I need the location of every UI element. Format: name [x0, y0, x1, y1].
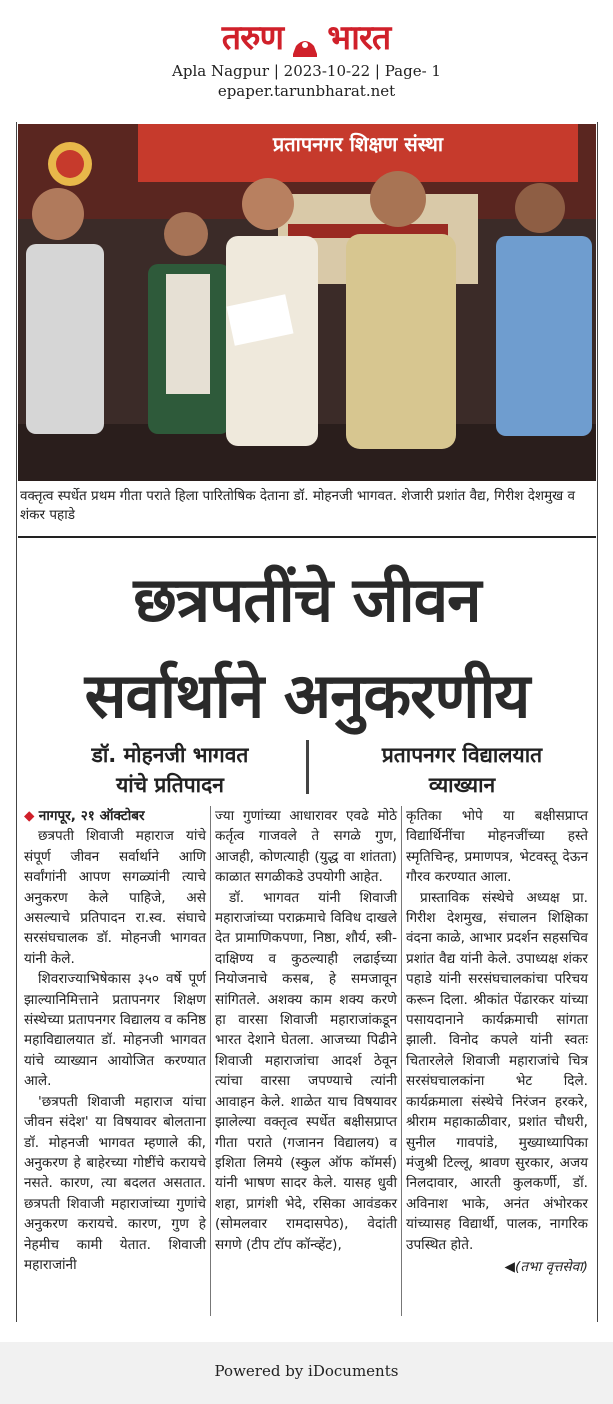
- banner-text: प्रतापनगर शिक्षण संस्था: [272, 132, 444, 156]
- credit-text: (तभा वृत्तसेवा): [515, 1258, 588, 1275]
- newspaper-logo[interactable]: [178, 16, 434, 60]
- subhead-right-line1: प्रतापनगर विद्यालयात: [381, 743, 543, 767]
- dateline: नागपूर, २१ ऑक्टोबर: [38, 808, 145, 824]
- subhead-left: [40, 740, 300, 800]
- subhead-left-line2: यांचे प्रतिपादन: [116, 773, 224, 797]
- event-photo-illustration: [18, 124, 596, 481]
- arrow-left-icon: ◀: [504, 1258, 516, 1275]
- edition-info: Apla Nagpur | 2023-10-22 | Page- 1: [172, 62, 441, 80]
- logo-seal-icon: [290, 32, 320, 58]
- paragraph: डॉ. भागवत यांनी शिवाजी महाराजांच्या पराक्रमाचे विविध दाखले देत प्रामाणिकपणा, निष्ठा, शौर्य, स्त्री-दाक्षिण्य व कुठल्याही लढाईच्या नियोजनाचे कसब, हे समजावून सांगितले. अशक्य काम शक्य करणे हा वारसा शिवाजी महाराजांकडून भारत देशाने घेतला. आजच्या पिढीने शिवाजी महाराजांचा आदर्श ठेवून त्यांचा वारसा जपण्याचे त्यांनी आवाहन केले. शाळेत याच विषयावर झालेल्या वक्तृत्व स्पर्धेत बक्षीसप्राप्त गीता पराते (गजानन विद्यालय) व इशिता लिमये (स्कुल ऑफ कॉमर्स) यांनी भाषण सादर केले. यासह धुवी शहा, प्रागंशी भेदे, रसिका आवंडकर (सोमलवार रामदासपेठ), वेदांती सगणे (टीप टॉप कॉन्व्हेंट),: [215, 889, 397, 1253]
- headline-line1: छत्रपतींचे जीवन: [133, 563, 481, 636]
- subhead-right: [332, 740, 592, 800]
- subhead-left-line1: डॉ. मोहनजी भागवत: [91, 743, 249, 767]
- logo-text-left: तरुण: [221, 18, 284, 58]
- subhead-divider: [306, 740, 309, 794]
- paragraph: ज्या गुणांच्या आधारावर एवढे मोठे कर्तृत्व गाजवले ते सगळे गुण, आजही, कोणत्याही (युद्ध वा शांतता) काळात सगळीकडे उपयोगी आहेत.: [215, 808, 397, 886]
- paragraph: प्रास्ताविक संस्थेचे अध्यक्ष प्रा. गिरीश देशमुख, संचालन शिक्षिका वंदना काळे, आभार प्रदर्शन सहसचिव प्रशांत वैद्य यांनी केले. उपाध्यक्ष शंकर पहाडे यांनी सरसंघचालकांचा परिचय करून दिला. श्रीकांत पेंढारकर यांच्या पसायदानाने कार्यक्रमाची सांगता झाली. विनोद कपले यांनी स्वतः चितारलेले शिवाजी महाराजांचे चित्र सरसंघचालकांना भेट दिले. कार्यक्रमाला संस्थेचे निरंजन हरकरे, श्रीराम महाकाळीवार, प्रशांत चौधरी, सुनील गावपांडे, मुख्याध्यापिका मंजुश्री टिल्लू, श्रावण सुरकार, अजय निलदावार, आरती कुलकर्णी, डॉ. अविनाश भाके, अनंत अंभोरकर यांच्यासह विद्यार्थी, पालक, नागरिक उपस्थित होते.: [406, 889, 588, 1253]
- left-edge-line: [16, 122, 17, 1322]
- right-edge-line: [597, 122, 598, 1322]
- event-photo: [18, 124, 596, 481]
- paragraph: शिवराज्याभिषेकास ३५० वर्षे पूर्ण झाल्यानिमित्ताने प्रतापनगर शिक्षण संस्थेच्या प्रतापनगर विद्यालय व कनिष्ठ महाविद्यालयात डॉ. मोहनजी भागवत यांचे व्याख्यान आयोजित करण्यात आले.: [24, 971, 206, 1090]
- column-divider-1: [210, 806, 211, 1316]
- site-url[interactable]: epaper.tarunbharat.net: [217, 82, 396, 100]
- subhead-right-line2: व्याख्यान: [428, 773, 496, 797]
- logo-text-right: भारत: [327, 18, 391, 58]
- article-column-1: [24, 806, 206, 1275]
- footer: [0, 1342, 613, 1404]
- diamond-bullet-icon: ◆: [24, 808, 35, 824]
- paragraph: 'छत्रपती शिवाजी महाराज यांचा जीवन संदेश' या विषयावर बोलताना डॉ. मोहनजी भागवत म्हणाले की, अनुकरण हे बाहेरच्या गोष्टींचे करायचे नसते. कारण, त्या बदलत असतात. छत्रपती शिवाजी महाराजांच्या गुणांचे अनुकरण करायचे. कारण, गुण हे नेहमीच कामी येतात. शिवाजी महाराजांनी: [24, 1093, 206, 1273]
- article-column-3: [406, 806, 588, 1277]
- article-column-2: [215, 806, 397, 1255]
- column-divider-2: [401, 806, 402, 1316]
- masthead: [0, 0, 613, 112]
- paragraph: कृतिका भोपे या बक्षीसप्राप्त विद्यार्थिनींचा मोहनजींच्या हस्ते स्मृतिचिन्ह, प्रमाणपत्र, भेटवस्तू देऊन गौरव करण्यात आला.: [406, 808, 588, 886]
- powered-by-link[interactable]: Powered by iDocuments: [214, 1362, 399, 1380]
- paragraph: छत्रपती शिवाजी महाराज यांचे संपूर्ण जीवन सर्वार्थाने आणि सर्वांगांनी आपण सगळ्यांनी त्याचे अनुकरण केले पाहिजे, असे असल्याचे प्रतिपादन रा.स्व. संघाचे सरसंघचालक डॉ. मोहनजी भागवत यांनी केले.: [24, 828, 206, 967]
- news-credit: [406, 1257, 588, 1277]
- photo-caption: वक्तृत्व स्पर्धेत प्रथम गीता पराते हिला पारितोषिक देताना डॉ. मोहनजी भागवत. शेजारी प्रशांत वैद्य, गिरीश देशमुख व शंकर पहाडे: [20, 488, 576, 523]
- dateline-paragraph: [24, 806, 206, 826]
- headline-line2: सर्वार्थाने अनुकरणीय: [84, 659, 530, 732]
- caption-rule: [18, 536, 596, 538]
